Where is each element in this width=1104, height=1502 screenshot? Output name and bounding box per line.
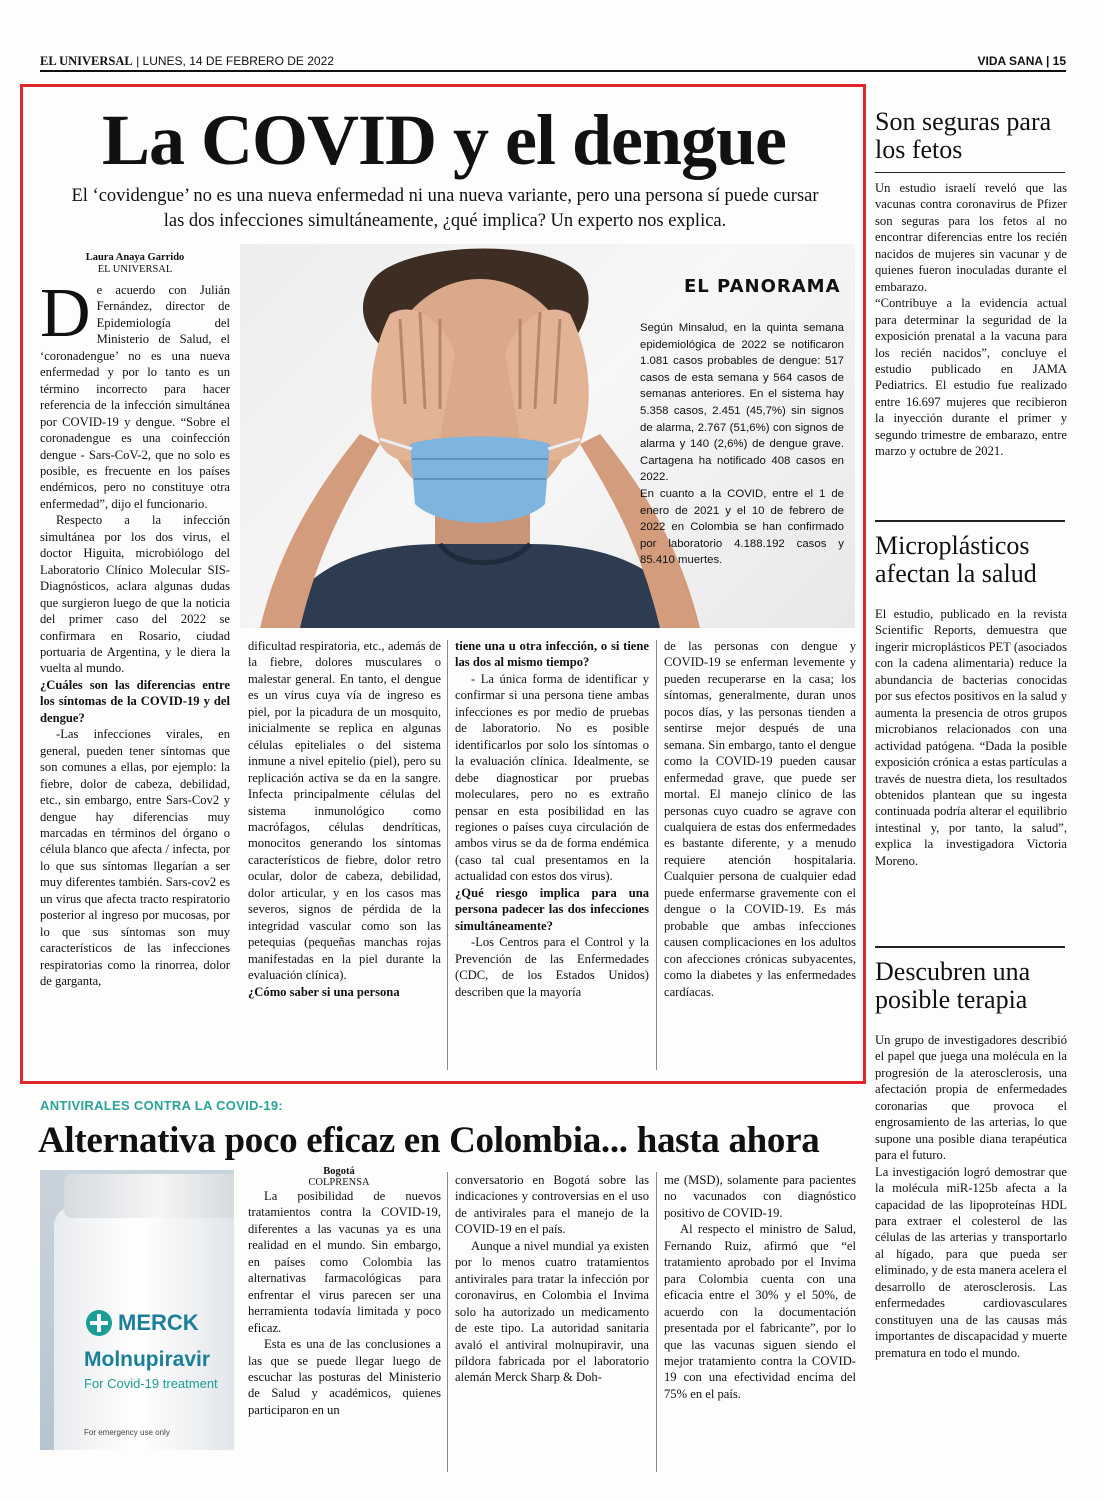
bottom-column-1	[248, 1188, 441, 1418]
sidebar-story-microplasticos	[875, 606, 1067, 869]
column-divider	[656, 1172, 657, 1472]
panorama-heading: EL PANORAMA	[684, 276, 841, 297]
drug-subtitle-label: For Covid-19 treatment	[84, 1376, 218, 1391]
paragraph: - La única forma de identificar y confirmar si una persona tiene ambas infecciones es por medio de pruebas de laboratorio. No es posible identificarlos por solo los síntomas o la evaluación clínica. Idealmente, se debe diagnosticar por pruebas moleculares, pero no es extraño pensar en esta posibilidad en las regiones o países cuya circulación de ambos virus se da de forma endémica (caso tal cual presentamos en la actualidad con estos dos virus).	[455, 671, 649, 884]
sidebar-story-terapia	[875, 1032, 1067, 1361]
author-outlet: EL UNIVERSAL	[97, 264, 173, 275]
dateline: Bogotá	[323, 1166, 355, 1177]
question-heading: tiene una u otra infección, o si tiene las dos al mismo tiempo?	[455, 639, 649, 670]
agency: COLPRENSA	[308, 1177, 370, 1188]
sidebar-story-fetos	[875, 180, 1067, 460]
column-divider	[656, 640, 657, 1070]
header-left	[40, 54, 334, 69]
question-heading: ¿Cómo saber si una persona	[248, 984, 400, 999]
article-title: La COVID y el dengue	[101, 100, 787, 180]
byline	[40, 252, 230, 276]
product-photo	[40, 1170, 234, 1450]
bottom-column-2	[455, 1172, 649, 1386]
article-column-3	[455, 638, 649, 1000]
paragraph: conversatorio en Bogotá sobre las indicaciones y controversias en el uso de antivirales para el manejo de la COVID-19 en el país.	[455, 1173, 649, 1237]
column-divider	[447, 640, 448, 1070]
article-column-1	[40, 275, 230, 989]
paragraph: Respecto a la infección simultánea por los dos virus, el doctor Higuita, microbiólogo del Laboratorio Clínico Molecular SIS-Diagnósticos, aclara algunas dudas que surgieron luego de que la noticia del primer caso del 2022 se confirmara en Rosario, ciudad portuaria de Argentina, y le diera la vuelta al mundo.	[40, 513, 230, 676]
question-heading: ¿Qué riesgo implica para una persona padecer las dos infecciones simultáneamente?	[455, 885, 649, 933]
article-column-4	[664, 638, 856, 1000]
section-name: VIDA SANA	[977, 54, 1043, 68]
paragraph: de las personas con dengue y COVID-19 se enferman levemente y pueden recuperarse en la casa; los síntomas, generalmente, duran unos pocos días, y las personas tienden a sentirse mejor después de una semana. Sin embargo, tanto el dengue como la COVID-19 pueden causar enfermedad grave, que puede ser mortal. El manejo clínico de las personas cuyo cuadro se agrave con cualquiera de estas dos enfermedades es bastante diferente, y a menudo requiere atención hospitalaria. Cualquier persona de cualquier edad puede enfermarse gravemente con el dengue o la COVID-19. Es más probable que ambas infecciones causen complicaciones en los adultos con afecciones crónicas subyacentes, como la diabetes y las enfermedades cardíacas.	[664, 639, 856, 999]
paragraph: -Los Centros para el Control y la Prevención de las Enfermedades (CDC, de los Estados Unidos) describen que la mayoría	[455, 935, 649, 999]
paragraph: dificultad respiratoria, etc., además de la fiebre, dolores musculares o malestar general. En tanto, el dengue es un virus cuya vía de ingreso es piel, por la picadura de un mosquito, inicialmente se replica en algunas células epiteliales o del sistema inmune a nivel epitelio (piel), pero su replicación activa se da en la sangre. Infecta principalmente células del sistema inmunológico como macrófagos, células dendríticas, monocitos generando los síntomas característicos de fiebre, dolor retro ocular, dolor de cabeza, debilidad, dolor articular, y en los casos mas severos, signos de pérdida de la integridad vascular como son las petequias (pequeñas manchas rojas manifestadas en la piel durante la evaluación clínica).	[248, 639, 441, 983]
bottom-kicker: ANTIVIRALES CONTRA LA COVID-19:	[40, 1098, 284, 1113]
paragraph: me (MSD), solamente para pacientes no vacunados con diagnóstico positivo de COVID-19.	[664, 1173, 856, 1220]
sidebar-separator	[875, 946, 1065, 948]
emergency-note-label: For emergency use only	[84, 1428, 170, 1437]
bottom-headline: Alternativa poco eficaz en Colombia... hasta ahora	[38, 1120, 820, 1161]
panorama-paragraph: En cuanto a la COVID, entre el 1 de enero de 2021 y el 10 de febrero de 2022 en Colombia se han confirmado por laboratorio 4.188.192 casos y 85.410 muertes.	[640, 487, 844, 567]
sidebar-separator	[875, 520, 1065, 522]
page-number: | 15	[1045, 54, 1066, 68]
paragraph: De acuerdo con Julián Fernández, director de Epidemiología del Ministerio de Salud, el ‘coronadengue’ no es una nueva enfermedad y por lo tanto es un término incorrecto para hacer referencia de la infección simultánea por COVID-19 y dengue. “Sobre el coronadengue es una coinfección dengue - Sars-CoV-2, que no solo es posible, es frecuente en los países endémicos, pero no constituye otra enfermedad”, dijo el funcionario.	[40, 275, 230, 511]
panorama-box	[640, 320, 844, 569]
drop-cap: D	[40, 275, 91, 352]
sidebar-rule	[875, 172, 1065, 173]
panorama-paragraph: Según Minsalud, en la quinta semana epidemiológica de 2022 se notificaron 1.081 casos probables de dengue: 517 casos de esta semana y 564 casos de semanas anteriores. En el sistema hay 5.358 casos, 2.451 (45,7%) sin signos de alarma, 2.767 (51,6%) con signos de alarma y 140 (2,6%) de dengue grave. Cartagena ha notificado 408 casos en 2022.	[640, 322, 844, 484]
drug-name-label: Molnupiravir	[84, 1348, 211, 1371]
bottle-cap	[64, 1174, 234, 1218]
pill-bottle	[54, 1206, 234, 1450]
column-divider	[447, 1172, 448, 1472]
article-column-2	[248, 638, 441, 1000]
header-right	[977, 54, 1066, 68]
bottom-byline	[242, 1166, 436, 1188]
paragraph: -Las infecciones virales, en general, pueden tener síntomas que son comunes a ellas, por ejemplo: la fiebre, dolor de cabeza, debilidad, etc., sin embargo, entre Sars-Cov2 y dengue hay diferencias muy marcadas en términos del órgano o célula blanco que afecta / infecta, por lo que sus síntomas llegarían a ser muy diferentes también. Sars-cov2 es un virus que afecta tracto respiratorio posterior al ingreso por mucosas, por lo que sus síntomas son muy característicos de las infecciones respiratorias como la rinorrea, dolor de garganta,	[40, 727, 230, 989]
paragraph: Aunque a nivel mundial ya existen por lo menos cuatro tratamientos antivirales para tratar la infección por coronavirus, en Colombia el Invima solo ha autorizado un medicamento de este tipo. La autoridad sanitaria avaló el antiviral molnupiravir, una píldora fabricada por el laboratorio alemán Merck Sharp & Doh-	[455, 1238, 649, 1385]
sidebar-headline-fetos: Son seguras para los fetos	[875, 107, 1052, 164]
sidebar-headline-microplasticos: Microplásticos afectan la salud	[875, 531, 1037, 588]
paragraph: “Contribuye a la evidencia actual para determinar la seguridad de la exposición prenatal a la vacuna para los recién nacidos”, concluye el estudio publicado en JAMA Pediatrics. El estudio fue realizado entre 16.697 mujeres que recibieron la inyección durante el primer y segundo trimestre de embarazo, entre marzo y octubre de 2021.	[875, 296, 1067, 459]
merck-cross-icon	[86, 1310, 112, 1336]
question-heading: ¿Cuáles son las diferencias entre los síntomas de la COVID-19 y del dengue?	[40, 677, 230, 725]
paragraph: Al respecto el ministro de Salud, Fernando Ruiz, afirmó que “el tratamiento aprobado por el Invima para Colombia cuenta con una eficacia entre el 30% y el 50%, de acuerdo con la documentación presentada por el fabricante”, por lo que las vacunas siguen siendo el mejor tratamiento contra la COVID-19 con una efectividad encima del 75% en el país.	[664, 1222, 856, 1401]
author-name: Laura Anaya Garrido	[85, 252, 185, 263]
paragraph: Esta es una de las conclusiones a las que se puede llegar luego de escuchar las posturas del Ministerio de Salud y académicos, quienes participaron en un	[248, 1337, 441, 1417]
newspaper-name: EL UNIVERSAL	[40, 54, 133, 68]
bottom-column-3	[664, 1172, 856, 1402]
paragraph: Un estudio israelí reveló que las vacunas contra coronavirus de Pfizer son seguras para los fetos al no encontrar diferencias entre los recién nacidos de mujeres sin vacunar y de quienes fueron inoculadas durante el embarazo.	[875, 181, 1067, 294]
paragraph: El estudio, publicado en la revista Scientific Reports, demuestra que ingerir microplásticos PET (asociados con la cadena alimentaria) reduce la abundancia de bacterias conocidas por sus efectos positivos en la salud y aumenta la presencia de otros grupos microbianos relacionados con una actividad patógena. “Dada la posible exposición crónica a estas partículas a través de nuestra dieta, los resultados obtenidos plantean que su ingesta continuada podría alterar el equilibrio intestinal y, por tanto, la salud”, explica la investigadora Victoria Moreno.	[875, 607, 1067, 868]
article-deck: El ‘covidengue’ no es una nueva enfermedad ni una nueva variante, pero una persona sí puede cursar las dos infecciones simultáneamente, ¿qué implica? Un experto nos explica.	[71, 186, 819, 231]
paragraph: La investigación logró demostrar que la molécula miR-125b afecta a la capacidad de las lipoproteínas HDL para extraer el colesterol de las células de las arterias y transportarlo al hígado, para que pueda ser eliminado, y de esta manera acelera el desarrollo de aterosclerosis. Las enfermedades cardiovasculares constituyen una de las causas más importantes de discapacidad y muerte prematura en todo el mundo.	[875, 1164, 1067, 1360]
paragraph: Un grupo de investigadores describió el papel que juega una molécula en la progresión de la aterosclerosis, una afectación propia de enfermedades coronarias que provoca el engrosamiento de las arterias, lo que supone una posible diana terapéutica para el futuro.	[875, 1033, 1067, 1163]
sidebar-headline-terapia: Descubren una posible terapia	[875, 957, 1031, 1014]
header-date: | LUNES, 14 DE FEBRERO DE 2022	[136, 54, 334, 68]
page-header	[40, 50, 1066, 72]
brand-label: MERCK	[118, 1310, 199, 1335]
paragraph: La posibilidad de nuevos tratamientos contra la COVID-19, diferentes a las vacunas ya es una realidad en el mundo. Sin embargo, en países como Colombia las alternativas farmacológicas para enfrentar el virus parecen ser una herramienta todavía limitada y poco eficaz.	[248, 1189, 441, 1335]
